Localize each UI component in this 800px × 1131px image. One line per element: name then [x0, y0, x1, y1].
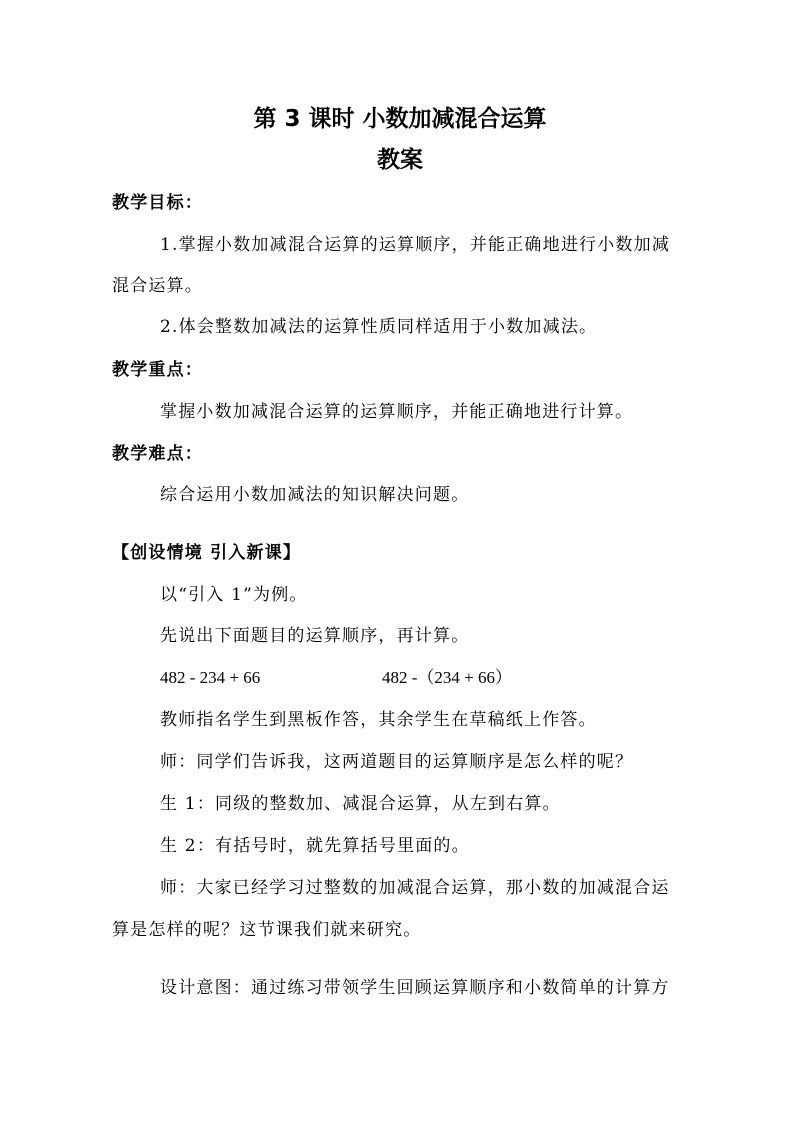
paragraph-teacher-summary-line-1: 师：大家已经学习过整数的加减混合运算，那小数的加减混合运	[160, 878, 670, 898]
expression-2: 482 -（234 + 66）	[382, 668, 512, 687]
paragraph-teacher-summary-line-2: 算是怎样的呢？这节课我们就来研究。	[112, 920, 422, 940]
paragraph-design-intent: 设计意图：通过练习带领学生回顾运算顺序和小数简单的计算方	[160, 978, 670, 998]
lesson-title: 第 3 课时 小数加减混合运算	[253, 106, 547, 132]
paragraph-student-1: 生 1：同级的整数加、减混合运算，从左到右算。	[160, 794, 561, 814]
difficulties-heading: 教学难点：	[112, 444, 203, 464]
section-heading: 【创设情境 引入新课】	[112, 543, 302, 563]
objective-1-line-1: 1.掌握小数加减混合运算的运算顺序，并能正确地进行小数加减	[160, 235, 671, 255]
paragraph-teacher-action: 教师指名学生到黑板作答，其余学生在草稿纸上作答。	[160, 710, 597, 730]
objective-1-line-2: 混合运算。	[112, 276, 203, 296]
objectives-heading: 教学目标：	[112, 193, 203, 213]
objective-2: 2.体会整数加减法的运算性质同样适用于小数加减法。	[160, 317, 598, 337]
lesson-subtitle: 教案	[377, 147, 423, 173]
paragraph-instruction: 先说出下面题目的运算顺序，再计算。	[160, 626, 470, 646]
difficulties-text: 综合运用小数加减法的知识解决问题。	[160, 485, 470, 505]
paragraph-teacher-question: 师：同学们告诉我，这两道题目的运算顺序是怎么样的呢？	[160, 752, 634, 772]
key-points-heading: 教学重点：	[112, 360, 203, 380]
paragraph-intro: 以“引入 1”为例。	[160, 585, 308, 605]
paragraph-student-2: 生 2：有括号时，就先算括号里面的。	[160, 836, 470, 856]
expression-1: 482 - 234 + 66	[160, 668, 261, 687]
key-points-text: 掌握小数加减混合运算的运算顺序，并能正确地进行计算。	[160, 402, 634, 422]
